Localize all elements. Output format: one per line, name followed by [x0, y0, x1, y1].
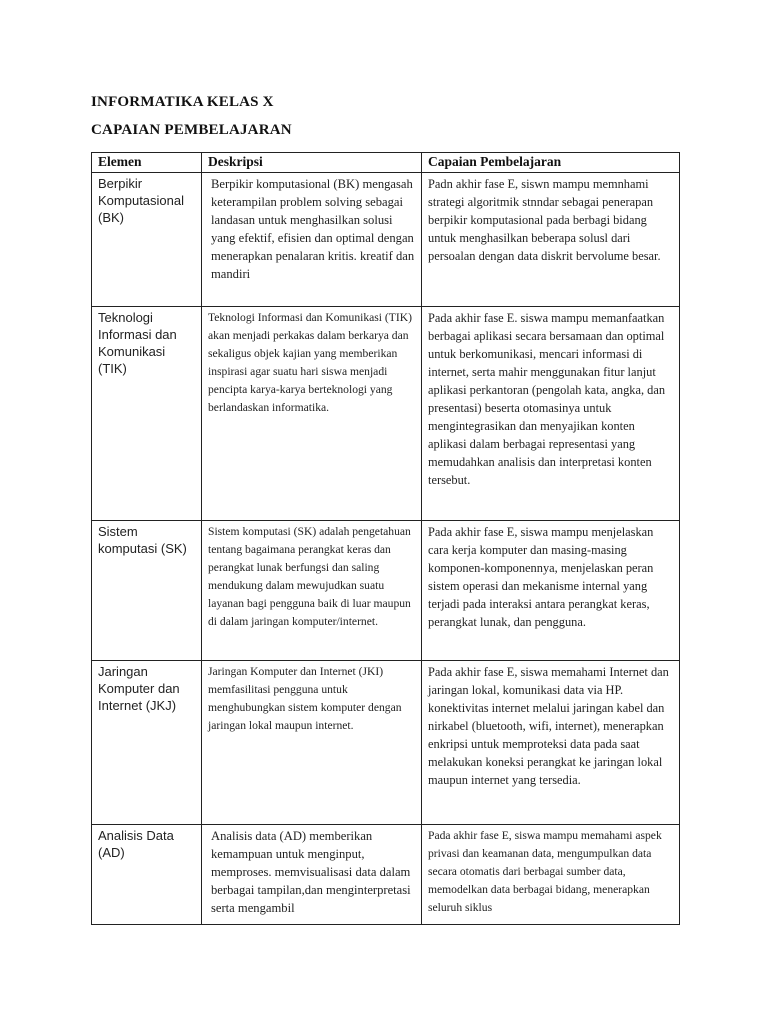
- cell-deskripsi: Analisis data (AD) memberikan kemampuan untuk menginput, memproses. memvisualisasi data dalam berbagai tampilan,dan menginterpretasi serta mengambil: [202, 825, 422, 925]
- table-row: [92, 825, 680, 925]
- cell-elemen: Berpikir Komputasional (BK): [92, 173, 202, 307]
- cell-deskripsi: Teknologi Informasi dan Komunikasi (TIK) akan menjadi perkakas dalam berkarya dan sekaligus objek kajian yang memberikan inspirasi agar suatu hari siswa menjadi pencipta karya-karya berteknologi yang berlandaskan informatika.: [202, 307, 422, 521]
- capaian-table: [91, 152, 680, 925]
- cell-capaian: Padn akhir fase E, siswn mampu memnhami strategi algoritmik stnndar sebagai penerapan berpikir komputasional pada berbagi bidang untuk menghasilkan beberapa solusl dari persoalan dengan data diskrit bervolume besar.: [422, 173, 680, 307]
- cell-deskripsi: Sistem komputasi (SK) adalah pengetahuan tentang bagaimana perangkat keras dan perangkat lunak berfungsi dan saling mendukung dalam mewujudkan suatu layanan bagi pengguna baik di luar maupun di dalam jaringan komputer/internet.: [202, 521, 422, 661]
- cell-deskripsi: Jaringan Komputer dan Internet (JKI) memfasilitasi pengguna untuk menghubungkan sistem komputer dengan jaringan lokal maupun internet.: [202, 661, 422, 825]
- table-row: [92, 661, 680, 825]
- table-body: [92, 173, 680, 925]
- header-capaian: Capaian Pembelajaran: [422, 153, 680, 173]
- table-row: [92, 521, 680, 661]
- cell-capaian: Pada akhir fase E, siswa mampu menjelaskan cara kerja komputer dan masing-masing komponen-komponennya, menjelaskan peran sistem operasi dan mekanisme internal yang terjadi pada interaksi antara perangkat keras, perangkat lunak, dan pengguna.: [422, 521, 680, 661]
- header-row: [92, 153, 680, 173]
- cell-capaian: Pada akhir fase E. siswa mampu memanfaatkan berbagai aplikasi secara bersamaan dan optimal untuk berkomunikasi, mencari informasi di internet, serta mahir menggunakan fitur lanjut aplikasi perkantoran (pengolah kata, angka, dan presentasi) beserta otomasinya untuk mengintegrasikan dan menyajikan konten aplikasi dalam berbagai representasi yang memudahkan analisis dan interpretasi konten tersebut.: [422, 307, 680, 521]
- cell-capaian: Pada akhir fase E, siswa memahami Internet dan jaringan lokal, komunikasi data via HP. konektivitas internet melalui jaringan kabel dan nirkabel (bluetooth, wifi, internet), menerapkan enkripsi untuk memproteksi data pada saat melakukan koneksi perangkat ke jaringan lokal maupun internet yang tersedia.: [422, 661, 680, 825]
- cell-elemen: Jaringan Komputer dan Internet (JKJ): [92, 661, 202, 825]
- cell-capaian: Pada akhir fase E, siswa mampu memahami aspek privasi dan keamanan data, mengumpulkan data secara otomatis dari berbagai sumber data, memodelkan data berbagai bidang, menerapkan seluruh siklus: [422, 825, 680, 925]
- header-deskripsi: Deskripsi: [202, 153, 422, 173]
- document-title: INFORMATIKA KELAS X: [91, 94, 274, 110]
- header-elemen: Elemen: [92, 153, 202, 173]
- cell-elemen: Sistem komputasi (SK): [92, 521, 202, 661]
- table-row: [92, 307, 680, 521]
- table-row: [92, 173, 680, 307]
- cell-deskripsi: Berpikir komputasional (BK) mengasah keterampilan problem solving sebagai landasan untuk menghasilkan solusi yang efektif, efisien dan optimal dengan menerapkan penalaran kritis. kreatif dan mandiri: [202, 173, 422, 307]
- section-title: CAPAIAN PEMBELAJARAN: [91, 122, 292, 138]
- table-header: [92, 153, 680, 173]
- cell-elemen: Analisis Data (AD): [92, 825, 202, 925]
- cell-elemen: Teknologi Informasi dan Komunikasi (TIK): [92, 307, 202, 521]
